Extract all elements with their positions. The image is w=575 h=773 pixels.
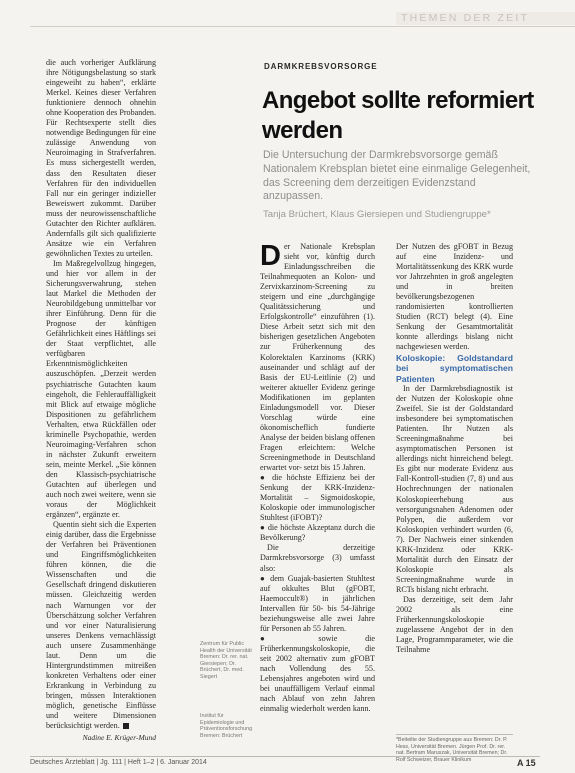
left-paragraph-3-text: Quentin sieht sich die Experten einig darüber, dass die Ergebnisse der Verfahren bei Präventionen und Eingriffsmöglichkeiten führen können, die die Wissenschaften und die Gesellschaft dringend diskutieren müssen. Gleichzeitig werden nach Warnungen vor der Überschätzung solcher Verfahren und vor einer Naturalisierung unseres Denkens vernachlässigt auch unsere Zusammenhänge laut. Denn um die Hintergrundstimmen mitreißen konkreten Verhaltens oder einer Erkrankung in Verbindung zu bringen, müssen Interaktionen möglich, genetische Einflüsse und weitere Dimensionen berücksichtigt werden. [46,520,156,731]
left-paragraph-2: Im Maßregelvollzug hingegen, und hier vor allem in der Sicherungsverwahrung, stehen laut Markel die Methoden der Neurobildgebung unmittelbar vor ihrer Einführung. Denn für die Prognose der künftigen Gefährlichkeit eines Häftlings sei der Staat verpflichtet, alle verfügbaren Erkenntnismöglichkeiten auszuschöpfen. „Derzeit werden psychiatrische Gutachten kaum eingeholt, die Fehlerauffälligkeit mit Blick auf etwaige mögliche Dispositionen zu gefährlichem Verhalten, etwa Rückfällen oder kriminelle Psychopathie, werden Neuroimaging-Verfahren schon in nächster Zukunft erweitern sein, meinte Merkel. „Sie können den Klassisch-psychiatrische Gutachten auf überlegen und auch noch zwei weitere, wenn sie voraus der Möglichkeit ergänzen“, ergänzte er. [46,258,156,520]
main-paragraph-3: Der Nutzen des gFOBT in Bezug auf eine Inzidenz- und Mortalitätssenkung des KRK wurde vor Jahrzehnten in groß angelegten und in breiten bevölkerungsbezogenen randomisierten kontrollierten Studien (RCT) belegt (4). Eine Senkung der Gesamtmortalität konnte allerdings bislang nicht nachgewiesen werden. [396,242,513,352]
footnote: *Beiteilte der Studiengruppe aus Bremen: Dr. P. Hess, Universität Bremen. Jürgen Prof. Dr. rer. nat. Bertram Maruszak, Universität Bremen; Dr. Rolf Schweizer, Brauer Klinikum [396,734,513,763]
affiliation-note-1: Zentrum für Public Health der Universität Bremen: Dr. rer. nat. Giersiepen; Dr. Brüchert, Dr. med. Siegert [200,641,252,680]
bullet-item: ● die höchste Effizienz bei der Senkung der KRK-Inzidenz-Mortalität – Sigmoidoskopie, Koloskopie oder immunologischer Stuhltest (iFOBT)? [260,473,375,523]
left-paragraph-1: die auch vorheriger Aufklärung ihre Nötigungsbelastung so stark eingeweiht zu haben“, erklärte Merkel. Keines dieser Verfahren funktioniere dennoch ohnehin ohne Kooperation des Probanden. Für Rechtsexperte stellt dies notwendige Bedingungen für eine zulässige Anwendung von Neuroimaging in Strafverfahren. Es muss sichergestellt werden, dass den Resultaten dieser Verfahren für den individuellen Fall nur ein geringer indizieller Beweiswert zukommt. Darüber muss der neurowissenschaftliche Gutachter den Richter aufklären. Andernfalls gilt sich qualifizierte Ansätze wie ein Verfahren gewöhnlichen Textes zu urteilen. [46,58,156,258]
main-paragraph-1-text: er Nationale Krebsplan sieht vor, künftig durch Einladungsschreiben die Teilnahmequoten an Kolon- und Zervixkarzinom-Screening zu steigern und eine „durchgängige Qualitätssicherung und Erfolgskontrolle“ einzuführen (1). Diese Arbeit setzt sich mit den bisherigen gesetzlichen Angeboten zur Früherkennung des Kolorektalen Karzinoms (KRK) auseinander und schlägt auf der Basis der EU-Leitlinie (2) und weiterer aktueller Evidenz geringe Modifikationen im geplanten Einladungsmodell vor. Dieser Vorschlag würde eine ökonomischeflich fundierte Analyse der beiden bislang offenen Fragen erleichtern: Welche Screeningmethode in Deutschland erwartet vor- setzt bis 15 Jahren. [260,242,375,473]
top-bar [0,0,575,24]
header-rule [30,26,575,27]
main-column-2 [396,242,513,737]
bullet-item: ● sowie die Früherkennungskoloskopie, die seit 2002 alternativ zum gFOBT nach Vollendung des 55. Lebensjahres angeboten wird und bei unauffälligem Verlauf einmal nach Ablauf von zehn Jahren einmalig wiederholt werden kann. [260,633,375,714]
article-kicker: DARMKREBSVORSORGE [264,62,378,71]
section-tag: THEMEN DER ZEIT [401,12,530,24]
article-lead: Die Untersuchung der Darmkrebsvorsorge gemäß Nationalem Krebsplan bietet eine einmalige Gelegenheit, das Screening dem derzeitigen Evidenzstand anzupassen. [263,149,531,203]
end-square-icon [123,723,129,729]
subheading: Koloskopie: Goldstandard bei symptomatischen Patienten [396,352,513,384]
bullet-item: ● dem Guajak-basierten Stuhltest auf okkultes Blut (gFOBT, Haemoccult®) in jährlichen Intervallen für 50- bis 54-Jährige beziehungsweise alle zwei Jahre für Personen ab 55 Jahren. [260,573,375,633]
left-paragraph-3 [46,520,156,731]
bullet-item: ● die höchste Akzeptanz durch die Bevölkerung? [260,523,375,543]
main-column-1 [260,242,375,737]
article-title: Angebot sollte reformiert werden [262,87,534,144]
left-article-author: Nadine E. Krüger-Mund [82,733,156,743]
page-number: A 15 [517,758,536,768]
main-paragraph-5: Das derzeitige, seit dem Jahr 2002 als eine Früherkennungskoloskopie zugelassene Angebot der in den Lage, Programmparameter, wie die Teilnahme [396,595,513,655]
article-byline: Tanja Brüchert, Klaus Giersiepen und Studiengruppe* [263,209,491,220]
left-column-text [46,58,156,754]
footer-journal-info: Deutsches Ärzteblatt | Jg. 111 | Heft 1–2 | 6. Januar 2014 [30,759,207,766]
affiliation-note-2: Institut für Epidemiologie und Präventionsforschung Bremen: Brüchert [200,713,253,739]
drop-cap: D [260,240,281,272]
main-paragraph-4: In der Darmkrebsdiagnostik ist der Nutzen der Koloskopie ohne Zweifel. Sie ist der Goldstandard insbesondere bei symptomatischen Patienten. Ihr Nutzen als Screeningmaßnahme bei asymptomatischen Personen ist allerdings nicht hinreichend belegt. Es gibt nur moderate Evidenz aus Fall-Kontroll-studien (7, 8) und aus Hochrechnungen der nationalen Koloskopieerhebung aus versorgungsnahen Adenomen oder Polypen, die außerdem vor Koloskopien verhindert wurden (6, 7). Der Nachweis einer sinkenden KRK-Inzidenz oder KRK-Mortalität durch den Einsatz der Koloskopie als Screeningmaßnahme wurde in RCTs bislang nicht erbracht. [396,384,513,594]
main-paragraph-1 [260,242,375,473]
main-paragraph-2: Die derzeitige Darmkrebsvorsorge (3) umfasst also: [260,543,375,573]
footer-rule [30,756,540,757]
